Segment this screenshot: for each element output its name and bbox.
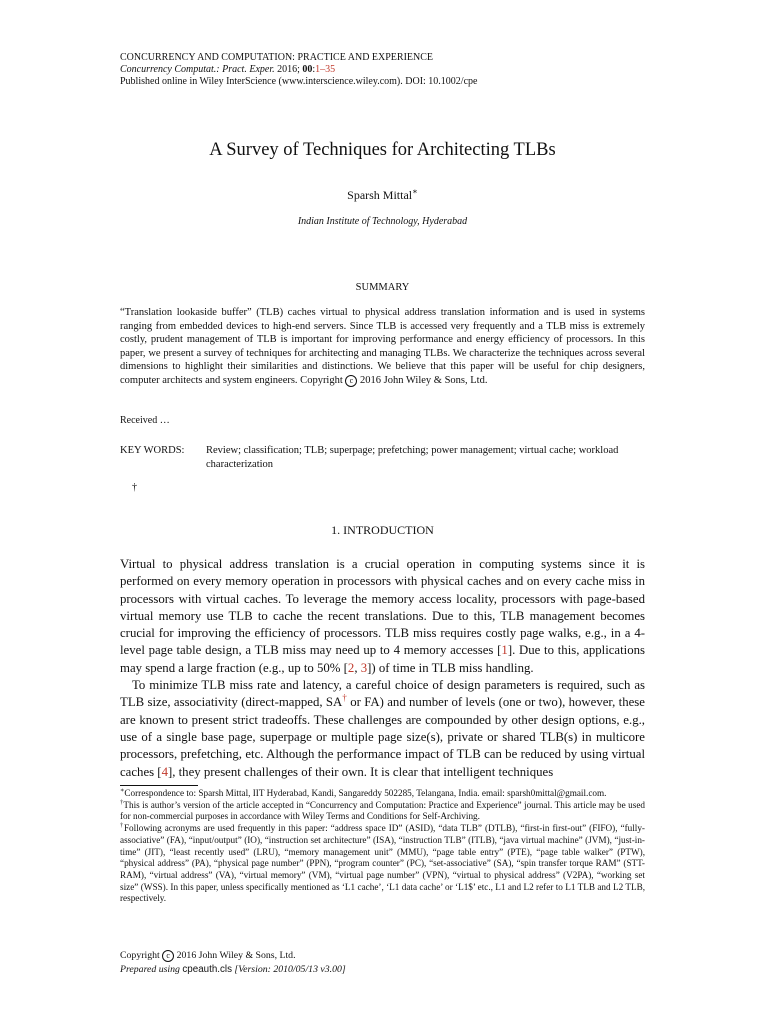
p2-text-b: or FA) and number of levels (one or two), however, these are known to present strict tradeoffs. These challenges are compounded by other design options, e.g., use of a single base page, superpage or multiple page size(s), private or shared TLB(s) in multicore processors, prefetching, etc. Although the performance impact of TLB can be reduced by using virtual caches [	[120, 695, 645, 779]
keywords	[120, 444, 645, 471]
footnote-acronyms	[120, 823, 645, 905]
footnote-mark-3: †	[120, 822, 124, 830]
footer-prepared-using	[120, 963, 346, 977]
author-affiliation: Indian Institute of Technology, Hyderabad	[297, 216, 468, 227]
p2-text-a: To minimize TLB miss rate and latency, a careful choice of design parameters is required, such as TLB size, associativity (direct-mapped, SA	[120, 678, 645, 710]
summary-heading: SUMMARY	[355, 282, 410, 293]
intro-paragraph-1	[120, 556, 645, 677]
section-heading-introduction: 1. INTRODUCTION	[331, 523, 434, 537]
journal-citation	[120, 64, 645, 76]
citation-prefix: Concurrency Computat.: Pract. Exper.	[120, 64, 275, 75]
footer-copyright-symbol: c	[162, 950, 174, 962]
citation-link-1[interactable]: 1	[501, 643, 508, 658]
footnote-correspondence	[120, 788, 645, 800]
citation-link-4[interactable]: 4	[161, 764, 168, 779]
citation-separator: ,	[354, 660, 361, 675]
dagger-mark: †	[132, 482, 137, 493]
footer-prepared-prefix: Prepared using	[120, 964, 183, 975]
footer-copyright-prefix: Copyright	[120, 950, 163, 961]
footnote-mark-2: †	[120, 798, 124, 806]
footnote-rule	[120, 785, 198, 786]
received-line: Received …	[120, 415, 170, 426]
page-footer	[120, 949, 346, 977]
author-name: Sparsh Mittal	[347, 188, 413, 202]
p1-text-b: ]. Due to this, applications may spend a large fraction (e.g., up to 50% [	[120, 643, 645, 675]
footnote-text-3: Following acronyms are used frequently in this paper: “address space ID” (ASID), “data TLB” (DTLB), “first-in first-out” (FIFO), “fully-associative” (FA), “input/output” (IO), “instruction set architecture” (ISA), “instruction TLB” (ITLB), “java virtual machine” (JVM), “just-in-time” (JIT), “least recently used” (LRU), “memory management unit” (MMU), “page table entry” (PTE), “page table walker” (PTW), “physical address” (PA), “physical page number” (PPN), “program counter” (PC), “set-associative” (SA), “spin transfer torque RAM” (STT-RAM), “virtual address” (VA), “virtual memory” (VM), “virtual page number” (VPN), “virtual to physical address” (V2PA), “working set size” (WSS). In this paper, unless specifically mentioned as ‘L1 cache’, ‘L1 data cache’ or ‘L1$’ etc., L1 and L2 refer to L1 TLB and L2 TLB, respectively.	[120, 823, 645, 904]
citation-link-3[interactable]: 3	[360, 660, 368, 675]
footnote-mark-1: ∗	[120, 786, 125, 794]
citation-separator: :	[312, 64, 316, 75]
citation-year: 2016;	[274, 64, 303, 75]
citation-link-2[interactable]: 2	[347, 660, 355, 675]
published-line: Published online in Wiley InterScience (www.interscience.wiley.com). DOI: 10.1002/cpe	[120, 76, 478, 87]
author-line	[120, 188, 645, 203]
keywords-label: KEY WORDS:	[120, 445, 185, 456]
footer-copyright-tail: 2016 John Wiley & Sons, Ltd.	[174, 950, 296, 961]
abstract-text: “Translation lookaside buffer” (TLB) caches virtual to physical address translation information and is used in systems ranging from embedded devices to high-end servers. Since TLB is accessed very frequently and a TLB miss is extremely costly, prudent management of TLB is important for improving performance and energy efficiency of processors. In this paper, we present a survey of techniques for architecting and managing TLBs. We characterize the techniques across several dimensions to highlight their similarities and distinctions. We believe that this paper will be useful for chip designers, computer architects and system engineers. Copyright	[120, 307, 645, 386]
p1-text-a: Virtual to physical address translation is a crucial operation in computing systems since it is performed on every memory operation in processors with physical caches and on every cache miss in processors with virtual caches. To leverage the memory access locality, processors with page-based virtual memory use TLB to cache the recent translations. Due to this, TLB management becomes crucial for improving the efficiency of processors. TLB miss requires costly page walks, e.g., in a 4-level page table design, a TLB miss may need up to 4 memory accesses [	[120, 557, 645, 658]
abstract-copyright: 2016 John Wiley & Sons, Ltd.	[357, 374, 488, 386]
footnote-text-1: Correspondence to: Sparsh Mittal, IIT Hyderabad, Kandi, Sangareddy 502285, Telangana, India. email: sparsh0mittal@gmail.com.	[124, 788, 607, 798]
summary-abstract	[120, 306, 645, 388]
footnotes	[120, 788, 645, 905]
p2-text-c: ], they present challenges of their own. It is clear that intelligent techniques	[167, 764, 554, 779]
intro-paragraph-2	[120, 677, 645, 781]
citation-pages-link[interactable]: 1–35	[315, 64, 336, 75]
paper-title: A Survey of Techniques for Architecting TLBs	[209, 140, 556, 160]
citation-volume: 00	[302, 64, 313, 75]
author-footnote-mark: ∗	[412, 187, 418, 196]
journal-name: CONCURRENCY AND COMPUTATION: PRACTICE AND EXPERIENCE	[120, 52, 434, 63]
introduction-body	[120, 556, 645, 781]
footnote-author-version	[120, 800, 645, 823]
footer-cls-name: cpeauth.cls	[182, 964, 232, 975]
keywords-text: Review; classification; TLB; superpage; prefetching; power management; virtual cache; workload characterization	[206, 445, 619, 470]
copyright-symbol: c	[345, 375, 357, 387]
footer-version: [Version: 2010/05/13 v3.00]	[231, 964, 346, 975]
footnote-text-2: This is author’s version of the article accepted in “Concurrency and Computation: Practice and Experience” journal. This article may be used for non-commercial purposes in accordance with Wiley Terms and Conditions for Self-Archiving.	[120, 799, 645, 822]
p1-text-c: ]) of time in TLB miss handling.	[367, 660, 534, 675]
footnote-link-dagger[interactable]: †	[342, 693, 347, 704]
footer-copyright	[120, 949, 346, 963]
